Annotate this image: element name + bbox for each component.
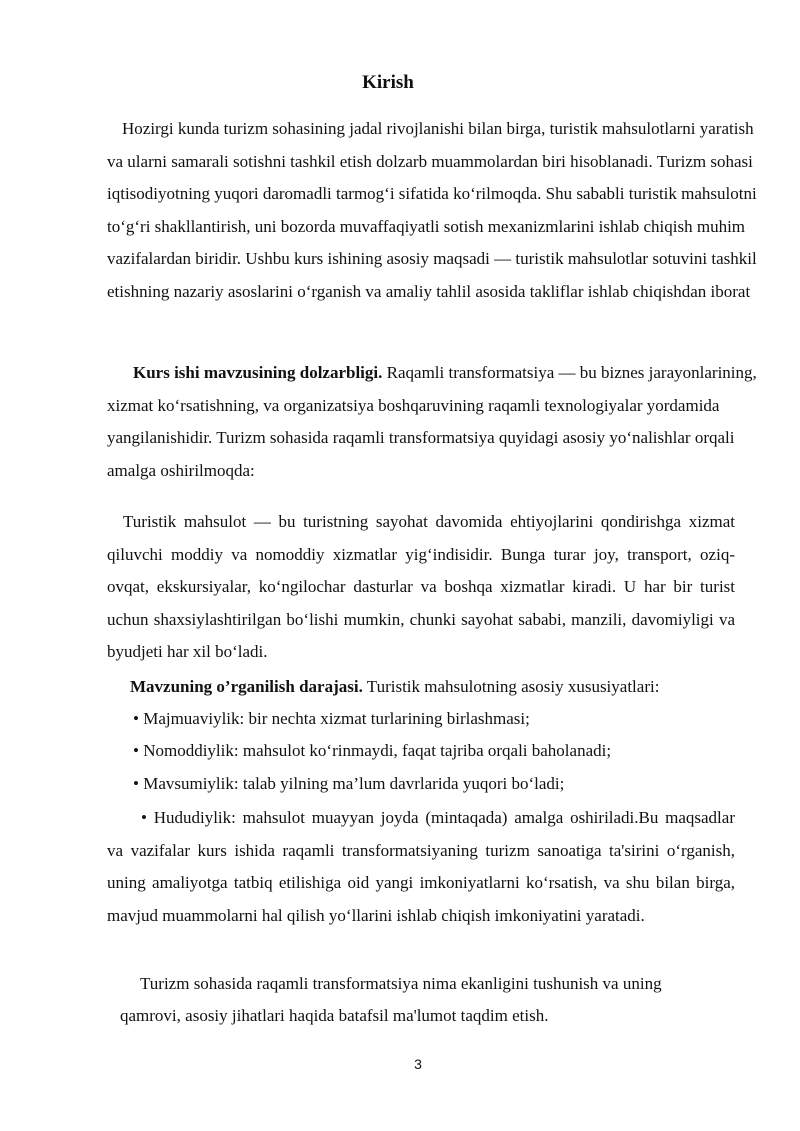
tourist-product-paragraph: Turistik mahsulot — bu turistning sayohat davomida ehtiyojlarini qondirishga xizmat qiluvchi moddiy va nomoddiy xizmatlar yig‘indisidir. Bunga turar joy, transport, oziq-ovqat, ekskursiyalar, ko‘ngilochar dasturlar va boshqa xizmatlar kiradi. U har bir turist uchun shaxsiylashtirilgan bo‘lishi mumkin, chunki sayohat sababi, manzili, davomiyligi va byudjeti har xil bo‘ladi. <box>107 512 735 662</box>
relevance-paragraph <box>107 357 767 487</box>
list-item: • Mavsumiylik: talab yilning ma’lum davrlarida yuqori bo‘ladi; <box>133 774 565 793</box>
study-level-paragraph <box>130 671 659 703</box>
list-item: • Nomoddiylik: mahsulot ko‘rinmaydi, faqat tajriba orqali baholanadi; <box>133 741 612 760</box>
list-item-last: • Hududiylik: mahsulot muayyan joyda (mintaqada) amalga oshiriladi.Bu maqsadlar va vazifalar kurs ishida raqamli transformatsiyaning turizm sanoatiga ta'sirini o‘rganish, uning amaliyotga tatbiq etilishiga oid yangi imkoniyatlarni ko‘rsatish, va shu bilan birga, mavjud muammolarni hal qilish yo‘llarini ishlab chiqish imkoniyatini yaratadi. <box>107 808 735 925</box>
list-item: • Majmuaviylik: bir nechta xizmat turlarining birlashmasi; <box>133 709 530 728</box>
page-number: 3 <box>414 1056 422 1072</box>
intro-paragraph: Hozirgi kunda turizm sohasining jadal rivojlanishi bilan birga, turistik mahsulotlarni yaratish va ularni samarali sotishni tashkil etish dolzarb muammolardan biri hisoblanadi. Turizm sohasi iqtisodiyotning yuqori daromadli tarmog‘i sifatida ko‘rilmoqda. Shu sababli turistik mahsulotni to‘g‘ri shakllantirish, uni bozorda muvaffaqiyatli sotish mexanizmlarini ishlab chiqish muhim vazifalardan biridir. Ushbu kurs ishining asosiy maqsadi — turistik mahsulotlar sotuvini tashkil etishning nazariy asoslarini o‘rganish va amaliy tahlil asosida takliflar ishlab chiqishdan iborat <box>107 119 757 301</box>
closing-line-1: Turizm sohasida raqamli transformatsiya nima ekanligini tushunish va uning <box>140 974 662 993</box>
relevance-heading: Kurs ishi mavzusining dolzarbligi. <box>133 363 383 382</box>
study-level-heading: Mavzuning o’rganilish darajasi. <box>130 677 363 696</box>
study-level-text: Turistik mahsulotning asosiy xususiyatlari: <box>362 677 660 696</box>
page-title: Kirish <box>362 72 414 93</box>
closing-line-2: qamrovi, asosiy jihatlari haqida batafsil ma'lumot taqdim etish. <box>120 1006 549 1025</box>
relevance-text: Raqamli transformatsiya — bu biznes jarayonlarining, xizmat ko‘rsatishning, va organizatsiya boshqaruvining raqamli texnologiyalar yordamida yangilanishidir. Turizm sohasida raqamli transformatsiya quyidagi asosiy yo‘nalishlar orqali amalga oshirilmoqda: <box>107 363 757 480</box>
